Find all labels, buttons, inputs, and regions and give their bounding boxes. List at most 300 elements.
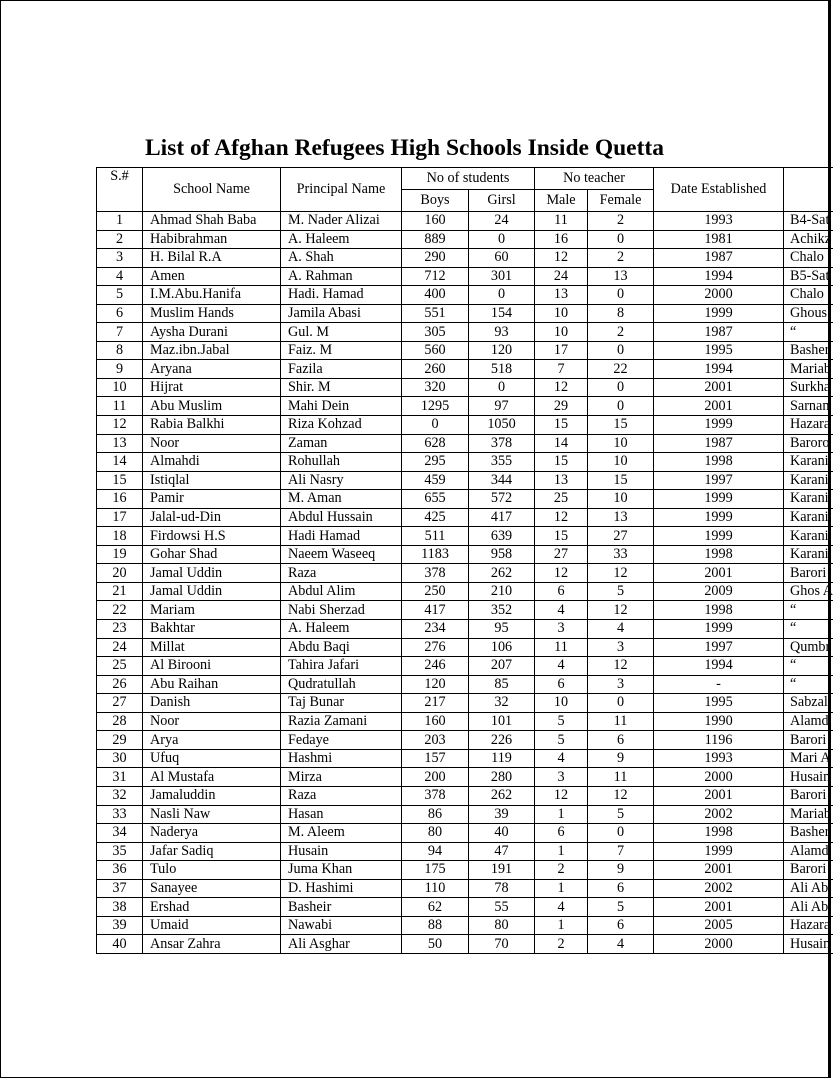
female-teacher-count-cell: 15 xyxy=(588,416,654,435)
girls-count-cell: 39 xyxy=(469,805,535,824)
principal-name-cell: Raza xyxy=(281,786,402,805)
boys-count-cell: 417 xyxy=(402,601,469,620)
location-cell: Mariab xyxy=(784,805,833,824)
male-teacher-count-cell: 1 xyxy=(535,879,588,898)
girls-count-cell: 572 xyxy=(469,490,535,509)
location-cell: Alamd xyxy=(784,712,833,731)
location-cell: “ xyxy=(784,675,833,694)
principal-name-cell: Fedaye xyxy=(281,731,402,750)
table-row xyxy=(97,378,833,397)
male-teacher-count-cell: 4 xyxy=(535,749,588,768)
school-name-cell: Noor xyxy=(143,712,281,731)
male-teacher-count-cell: 12 xyxy=(535,508,588,527)
school-name-cell: Tulo xyxy=(143,861,281,880)
date-established-cell: 2000 xyxy=(654,935,784,954)
school-name-cell: Ufuq xyxy=(143,749,281,768)
male-teacher-count-cell: 3 xyxy=(535,768,588,787)
date-established-cell: 1998 xyxy=(654,545,784,564)
girls-count-cell: 1050 xyxy=(469,416,535,435)
date-established-cell: 1987 xyxy=(654,434,784,453)
location-cell: Hazara xyxy=(784,416,833,435)
school-name-cell: Abu Muslim xyxy=(143,397,281,416)
principal-name-cell: Mirza xyxy=(281,768,402,787)
location-cell: “ xyxy=(784,323,833,342)
serial-number-cell: 11 xyxy=(97,397,143,416)
male-teacher-count-cell: 13 xyxy=(535,286,588,305)
school-name-cell: Ahmad Shah Baba xyxy=(143,212,281,231)
date-established-cell: 1994 xyxy=(654,360,784,379)
girls-count-cell: 70 xyxy=(469,935,535,954)
serial-number-cell: 32 xyxy=(97,786,143,805)
girls-count-cell: 85 xyxy=(469,675,535,694)
serial-number-cell: 29 xyxy=(97,731,143,750)
girls-count-cell: 352 xyxy=(469,601,535,620)
date-established-cell: 1993 xyxy=(654,749,784,768)
table-row xyxy=(97,286,833,305)
header-date-established: Date Established xyxy=(654,168,784,212)
date-established-cell: 2001 xyxy=(654,861,784,880)
male-teacher-count-cell: 27 xyxy=(535,545,588,564)
boys-count-cell: 203 xyxy=(402,731,469,750)
school-name-cell: Aysha Durani xyxy=(143,323,281,342)
boys-count-cell: 246 xyxy=(402,657,469,676)
school-name-cell: Jafar Sadiq xyxy=(143,842,281,861)
serial-number-cell: 30 xyxy=(97,749,143,768)
serial-number-cell: 18 xyxy=(97,527,143,546)
male-teacher-count-cell: 15 xyxy=(535,416,588,435)
school-name-cell: Rabia Balkhi xyxy=(143,416,281,435)
principal-name-cell: Zaman xyxy=(281,434,402,453)
location-cell: Barori xyxy=(784,731,833,750)
boys-count-cell: 0 xyxy=(402,416,469,435)
boys-count-cell: 157 xyxy=(402,749,469,768)
school-name-cell: Naderya xyxy=(143,824,281,843)
girls-count-cell: 93 xyxy=(469,323,535,342)
female-teacher-count-cell: 0 xyxy=(588,230,654,249)
principal-name-cell: Raza xyxy=(281,564,402,583)
date-established-cell: 1999 xyxy=(654,842,784,861)
boys-count-cell: 511 xyxy=(402,527,469,546)
header-no-of-students: No of students xyxy=(402,168,535,190)
date-established-cell: 1990 xyxy=(654,712,784,731)
principal-name-cell: Mahi Dein xyxy=(281,397,402,416)
date-established-cell: 2001 xyxy=(654,397,784,416)
date-established-cell: 1994 xyxy=(654,657,784,676)
girls-count-cell: 301 xyxy=(469,267,535,286)
date-established-cell: 1999 xyxy=(654,508,784,527)
serial-number-cell: 10 xyxy=(97,378,143,397)
principal-name-cell: Ali Nasry xyxy=(281,471,402,490)
female-teacher-count-cell: 0 xyxy=(588,378,654,397)
serial-number-cell: 20 xyxy=(97,564,143,583)
table-body xyxy=(97,212,833,954)
location-cell: Baroro xyxy=(784,434,833,453)
principal-name-cell: Tahira Jafari xyxy=(281,657,402,676)
table-row xyxy=(97,416,833,435)
table-row xyxy=(97,360,833,379)
female-teacher-count-cell: 13 xyxy=(588,508,654,527)
girls-count-cell: 97 xyxy=(469,397,535,416)
female-teacher-count-cell: 12 xyxy=(588,601,654,620)
boys-count-cell: 378 xyxy=(402,564,469,583)
boys-count-cell: 217 xyxy=(402,694,469,713)
male-teacher-count-cell: 12 xyxy=(535,378,588,397)
principal-name-cell: Abdul Hussain xyxy=(281,508,402,527)
male-teacher-count-cell: 4 xyxy=(535,657,588,676)
girls-count-cell: 958 xyxy=(469,545,535,564)
serial-number-cell: 16 xyxy=(97,490,143,509)
boys-count-cell: 160 xyxy=(402,212,469,231)
serial-number-cell: 8 xyxy=(97,341,143,360)
date-established-cell: 1999 xyxy=(654,416,784,435)
boys-count-cell: 400 xyxy=(402,286,469,305)
girls-count-cell: 32 xyxy=(469,694,535,713)
female-teacher-count-cell: 12 xyxy=(588,564,654,583)
table-row xyxy=(97,824,833,843)
principal-name-cell: Ali Asghar xyxy=(281,935,402,954)
girls-count-cell: 154 xyxy=(469,304,535,323)
girls-count-cell: 24 xyxy=(469,212,535,231)
serial-number-cell: 28 xyxy=(97,712,143,731)
table-row xyxy=(97,545,833,564)
male-teacher-count-cell: 1 xyxy=(535,916,588,935)
serial-number-cell: 1 xyxy=(97,212,143,231)
serial-number-cell: 4 xyxy=(97,267,143,286)
boys-count-cell: 175 xyxy=(402,861,469,880)
principal-name-cell: Taj Bunar xyxy=(281,694,402,713)
boys-count-cell: 295 xyxy=(402,453,469,472)
female-teacher-count-cell: 33 xyxy=(588,545,654,564)
document-title: List of Afghan Refugees High Schools Inside Quetta xyxy=(145,135,665,161)
boys-count-cell: 425 xyxy=(402,508,469,527)
principal-name-cell: Husain xyxy=(281,842,402,861)
school-name-cell: Danish xyxy=(143,694,281,713)
girls-count-cell: 78 xyxy=(469,879,535,898)
serial-number-cell: 27 xyxy=(97,694,143,713)
table-row xyxy=(97,490,833,509)
location-cell: Ghos A xyxy=(784,582,833,601)
serial-number-cell: 12 xyxy=(97,416,143,435)
boys-count-cell: 50 xyxy=(402,935,469,954)
location-cell: Husain xyxy=(784,768,833,787)
header-principal-name: Principal Name xyxy=(281,168,402,212)
serial-number-cell: 6 xyxy=(97,304,143,323)
principal-name-cell: Faiz. M xyxy=(281,341,402,360)
serial-number-cell: 39 xyxy=(97,916,143,935)
header-no-teacher: No teacher xyxy=(535,168,654,190)
table-row xyxy=(97,230,833,249)
table-row xyxy=(97,582,833,601)
principal-name-cell: Qudratullah xyxy=(281,675,402,694)
principal-name-cell: M. Nader Alizai xyxy=(281,212,402,231)
table-row xyxy=(97,768,833,787)
location-cell: Basher xyxy=(784,824,833,843)
male-teacher-count-cell: 5 xyxy=(535,731,588,750)
date-established-cell: 1999 xyxy=(654,620,784,639)
location-cell: Sabzal xyxy=(784,694,833,713)
girls-count-cell: 106 xyxy=(469,638,535,657)
boys-count-cell: 86 xyxy=(402,805,469,824)
school-name-cell: Jamal Uddin xyxy=(143,564,281,583)
boys-count-cell: 378 xyxy=(402,786,469,805)
serial-number-cell: 21 xyxy=(97,582,143,601)
female-teacher-count-cell: 4 xyxy=(588,935,654,954)
school-name-cell: Hijrat xyxy=(143,378,281,397)
location-cell: Karani xyxy=(784,508,833,527)
table-row xyxy=(97,842,833,861)
male-teacher-count-cell: 3 xyxy=(535,620,588,639)
table-row xyxy=(97,527,833,546)
location-cell: Sarnan xyxy=(784,397,833,416)
male-teacher-count-cell: 6 xyxy=(535,824,588,843)
location-cell: Karani xyxy=(784,453,833,472)
table-row xyxy=(97,620,833,639)
male-teacher-count-cell: 2 xyxy=(535,861,588,880)
date-established-cell: 1994 xyxy=(654,267,784,286)
principal-name-cell: Hashmi xyxy=(281,749,402,768)
principal-name-cell: Hasan xyxy=(281,805,402,824)
male-teacher-count-cell: 11 xyxy=(535,638,588,657)
female-teacher-count-cell: 5 xyxy=(588,898,654,917)
serial-number-cell: 37 xyxy=(97,879,143,898)
female-teacher-count-cell: 12 xyxy=(588,786,654,805)
female-teacher-count-cell: 10 xyxy=(588,490,654,509)
female-teacher-count-cell: 12 xyxy=(588,657,654,676)
male-teacher-count-cell: 25 xyxy=(535,490,588,509)
girls-count-cell: 119 xyxy=(469,749,535,768)
boys-count-cell: 88 xyxy=(402,916,469,935)
header-location xyxy=(784,168,833,212)
serial-number-cell: 25 xyxy=(97,657,143,676)
header-girls: Girsl xyxy=(469,190,535,212)
girls-count-cell: 639 xyxy=(469,527,535,546)
boys-count-cell: 889 xyxy=(402,230,469,249)
date-established-cell: 1999 xyxy=(654,490,784,509)
serial-number-cell: 7 xyxy=(97,323,143,342)
serial-number-cell: 15 xyxy=(97,471,143,490)
serial-number-cell: 26 xyxy=(97,675,143,694)
female-teacher-count-cell: 13 xyxy=(588,267,654,286)
school-name-cell: Gohar Shad xyxy=(143,545,281,564)
table-row xyxy=(97,341,833,360)
school-name-cell: Arya xyxy=(143,731,281,750)
location-cell: Karani xyxy=(784,545,833,564)
school-name-cell: Abu Raihan xyxy=(143,675,281,694)
header-serial-number: S.# xyxy=(97,168,143,212)
girls-count-cell: 417 xyxy=(469,508,535,527)
table-row xyxy=(97,453,833,472)
girls-count-cell: 40 xyxy=(469,824,535,843)
school-name-cell: Ansar Zahra xyxy=(143,935,281,954)
girls-count-cell: 95 xyxy=(469,620,535,639)
location-cell: “ xyxy=(784,620,833,639)
girls-count-cell: 55 xyxy=(469,898,535,917)
location-cell: “ xyxy=(784,657,833,676)
location-cell: Karani xyxy=(784,490,833,509)
female-teacher-count-cell: 0 xyxy=(588,694,654,713)
table-row xyxy=(97,879,833,898)
school-name-cell: H. Bilal R.A xyxy=(143,249,281,268)
school-name-cell: Noor xyxy=(143,434,281,453)
date-established-cell: 2000 xyxy=(654,768,784,787)
table-row xyxy=(97,212,833,231)
principal-name-cell: Jamila Abasi xyxy=(281,304,402,323)
serial-number-cell: 31 xyxy=(97,768,143,787)
location-cell: Barori xyxy=(784,786,833,805)
location-cell: Basher xyxy=(784,341,833,360)
female-teacher-count-cell: 27 xyxy=(588,527,654,546)
girls-count-cell: 210 xyxy=(469,582,535,601)
serial-number-cell: 2 xyxy=(97,230,143,249)
female-teacher-count-cell: 0 xyxy=(588,824,654,843)
male-teacher-count-cell: 15 xyxy=(535,527,588,546)
date-established-cell: 1997 xyxy=(654,638,784,657)
male-teacher-count-cell: 10 xyxy=(535,323,588,342)
serial-number-cell: 13 xyxy=(97,434,143,453)
male-teacher-count-cell: 14 xyxy=(535,434,588,453)
location-cell: Karani xyxy=(784,527,833,546)
date-established-cell: 1998 xyxy=(654,453,784,472)
male-teacher-count-cell: 10 xyxy=(535,694,588,713)
school-name-cell: Jamal Uddin xyxy=(143,582,281,601)
boys-count-cell: 62 xyxy=(402,898,469,917)
school-name-cell: Maz.ibn.Jabal xyxy=(143,341,281,360)
female-teacher-count-cell: 15 xyxy=(588,471,654,490)
serial-number-cell: 24 xyxy=(97,638,143,657)
principal-name-cell: A. Haleem xyxy=(281,620,402,639)
boys-count-cell: 1295 xyxy=(402,397,469,416)
table-row xyxy=(97,731,833,750)
female-teacher-count-cell: 3 xyxy=(588,638,654,657)
principal-name-cell: Abdul Alim xyxy=(281,582,402,601)
female-teacher-count-cell: 0 xyxy=(588,286,654,305)
male-teacher-count-cell: 24 xyxy=(535,267,588,286)
table-row xyxy=(97,786,833,805)
table-row xyxy=(97,638,833,657)
principal-name-cell: Hadi Hamad xyxy=(281,527,402,546)
girls-count-cell: 60 xyxy=(469,249,535,268)
date-established-cell: - xyxy=(654,675,784,694)
table-row xyxy=(97,861,833,880)
boys-count-cell: 200 xyxy=(402,768,469,787)
girls-count-cell: 0 xyxy=(469,378,535,397)
location-cell: Surkha xyxy=(784,378,833,397)
principal-name-cell: Razia Zamani xyxy=(281,712,402,731)
boys-count-cell: 94 xyxy=(402,842,469,861)
girls-count-cell: 0 xyxy=(469,286,535,305)
location-cell: Qumbr xyxy=(784,638,833,657)
principal-name-cell: Shir. M xyxy=(281,378,402,397)
date-established-cell: 2002 xyxy=(654,805,784,824)
date-established-cell: 2001 xyxy=(654,898,784,917)
girls-count-cell: 207 xyxy=(469,657,535,676)
location-cell: Karani xyxy=(784,471,833,490)
date-established-cell: 1998 xyxy=(654,601,784,620)
serial-number-cell: 14 xyxy=(97,453,143,472)
principal-name-cell: Juma Khan xyxy=(281,861,402,880)
female-teacher-count-cell: 11 xyxy=(588,768,654,787)
schools-table-container xyxy=(96,167,833,967)
table-row xyxy=(97,935,833,954)
boys-count-cell: 320 xyxy=(402,378,469,397)
boys-count-cell: 655 xyxy=(402,490,469,509)
principal-name-cell: Gul. M xyxy=(281,323,402,342)
principal-name-cell: A. Shah xyxy=(281,249,402,268)
location-cell: Chalo xyxy=(784,286,833,305)
school-name-cell: Mariam xyxy=(143,601,281,620)
female-teacher-count-cell: 2 xyxy=(588,212,654,231)
boys-count-cell: 628 xyxy=(402,434,469,453)
female-teacher-count-cell: 10 xyxy=(588,453,654,472)
male-teacher-count-cell: 11 xyxy=(535,212,588,231)
male-teacher-count-cell: 2 xyxy=(535,935,588,954)
table-row xyxy=(97,694,833,713)
date-established-cell: 2002 xyxy=(654,879,784,898)
serial-number-cell: 36 xyxy=(97,861,143,880)
header-boys: Boys xyxy=(402,190,469,212)
table-row xyxy=(97,434,833,453)
principal-name-cell: Basheir xyxy=(281,898,402,917)
boys-count-cell: 80 xyxy=(402,824,469,843)
table-row xyxy=(97,898,833,917)
female-teacher-count-cell: 8 xyxy=(588,304,654,323)
male-teacher-count-cell: 12 xyxy=(535,564,588,583)
date-established-cell: 2005 xyxy=(654,916,784,935)
serial-number-cell: 33 xyxy=(97,805,143,824)
principal-name-cell: Hadi. Hamad xyxy=(281,286,402,305)
female-teacher-count-cell: 3 xyxy=(588,675,654,694)
girls-count-cell: 120 xyxy=(469,341,535,360)
male-teacher-count-cell: 17 xyxy=(535,341,588,360)
schools-table xyxy=(96,167,833,954)
male-teacher-count-cell: 1 xyxy=(535,842,588,861)
location-cell: Alamd xyxy=(784,842,833,861)
female-teacher-count-cell: 2 xyxy=(588,249,654,268)
date-established-cell: 1995 xyxy=(654,694,784,713)
female-teacher-count-cell: 9 xyxy=(588,861,654,880)
female-teacher-count-cell: 6 xyxy=(588,916,654,935)
female-teacher-count-cell: 10 xyxy=(588,434,654,453)
male-teacher-count-cell: 16 xyxy=(535,230,588,249)
serial-number-cell: 40 xyxy=(97,935,143,954)
location-cell: Ali Ab xyxy=(784,898,833,917)
school-name-cell: Amen xyxy=(143,267,281,286)
table-row xyxy=(97,249,833,268)
serial-number-cell: 9 xyxy=(97,360,143,379)
date-established-cell: 2001 xyxy=(654,564,784,583)
header-female: Female xyxy=(588,190,654,212)
boys-count-cell: 459 xyxy=(402,471,469,490)
table-row xyxy=(97,267,833,286)
location-cell: Ghous xyxy=(784,304,833,323)
girls-count-cell: 518 xyxy=(469,360,535,379)
principal-name-cell: M. Aleem xyxy=(281,824,402,843)
school-name-cell: Sanayee xyxy=(143,879,281,898)
male-teacher-count-cell: 29 xyxy=(535,397,588,416)
principal-name-cell: D. Hashimi xyxy=(281,879,402,898)
location-cell: Barori xyxy=(784,564,833,583)
date-established-cell: 1999 xyxy=(654,304,784,323)
date-established-cell: 2009 xyxy=(654,582,784,601)
table-row xyxy=(97,657,833,676)
date-established-cell: 1995 xyxy=(654,341,784,360)
boys-count-cell: 560 xyxy=(402,341,469,360)
table-row xyxy=(97,397,833,416)
school-name-cell: Almahdi xyxy=(143,453,281,472)
school-name-cell: Habibrahman xyxy=(143,230,281,249)
school-name-cell: Muslim Hands xyxy=(143,304,281,323)
male-teacher-count-cell: 12 xyxy=(535,786,588,805)
